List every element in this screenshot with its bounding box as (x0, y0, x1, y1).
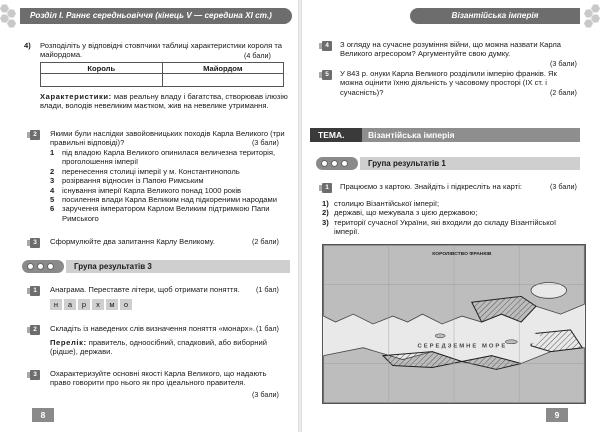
list-item (322, 218, 582, 237)
item-number: 6 (50, 204, 55, 214)
map-graphic (323, 245, 585, 403)
item-text: території сучасної України, які входили до складу Візантійської імперії. (334, 217, 557, 237)
characteristics-label: Характеристики: (40, 92, 112, 101)
item-text: розірвання відносин із Папою Римським (62, 176, 204, 186)
king-mayor-table (40, 62, 284, 87)
list-item (50, 195, 288, 204)
topic-banner (310, 128, 580, 142)
map-task-items (322, 199, 582, 237)
map-task-text: Працюємо з картою. Знайдіть і підкресліть на карті: (340, 182, 523, 191)
anagram-letters (50, 299, 132, 310)
king-cell[interactable] (41, 74, 163, 87)
task-4-points: (4 бали) (244, 51, 271, 60)
characteristics-list: мав реальну владу і багатства, створював ілюзію влади, володів невеликим маєтком, жив на невелике утримання. (40, 92, 288, 111)
item-text: перенесення столиці імперії у м. Константинополь (62, 166, 240, 176)
monarch-task-text: Складіть із наведених слів визначення поняття «монарх». (50, 324, 255, 333)
word-list-text: правитель, одноосібний, спадковий, або виборний (рідше), держави. (50, 338, 267, 357)
anagram-points: (1 бал) (256, 285, 279, 294)
question-badge: 3 (30, 238, 40, 248)
list-item (322, 208, 582, 217)
mayor-cell[interactable] (162, 74, 284, 87)
question-2-text: Якими були наслідки завойовницьких походів Карла Великого (три правильні відповіді)? (50, 129, 285, 148)
item-text: існування імперії Карла Великого понад 1000 років (62, 185, 242, 195)
item-text: під владою Карла Великого опинилася величезна територія, проголошення імперії (62, 148, 276, 167)
list-item (50, 204, 288, 223)
question-4-points: (3 бали) (550, 59, 577, 68)
right-page (302, 0, 600, 432)
list-item (50, 148, 288, 167)
item-number: 2 (50, 166, 55, 176)
question-5-text: У 843 р. онуки Карла Великого розділили імперію франків. Як можна оцінити їхню діяльність у часовому просторі (IX ст. і сучасність)? (340, 69, 557, 97)
question-5-points: (2 бали) (550, 88, 577, 97)
word-list (50, 338, 288, 357)
anagram-letter: р (78, 299, 90, 310)
question-badge: 2 (30, 130, 40, 140)
hexagon-decoration (578, 2, 600, 30)
map-label-franks: КОРОЛІВСТВО ФРАНКІВ (432, 251, 492, 257)
task-number: 4) (24, 41, 31, 50)
question-badge: 4 (322, 41, 332, 51)
item-number: 1 (50, 148, 55, 157)
anagram-letter: а (64, 299, 76, 310)
word-list-label: Перелік: (50, 338, 87, 347)
topic-title: Візантійська імперія (362, 128, 580, 142)
anagram-text: Анаграма. Переставте літери, щоб отримати поняття. (50, 285, 240, 294)
section-header: Розділ І. Раннє середньовіччя (кінець V — середина ХІ ст.) (20, 8, 292, 24)
question-3-points: (2 бали) (252, 237, 279, 246)
question-2-points: (3 бали) (252, 138, 279, 147)
item-number: 3) (322, 217, 329, 227)
task-4-text: Розподіліть у відповідні стовпчики таблиці характеристики короля та майордома. (40, 41, 282, 60)
group-dots (22, 260, 64, 273)
qualities-task-text: Охарактеризуйте основні якості Карла Великого, що надають право говорити про нього як про ідеального правителя. (50, 369, 267, 388)
question-4-text: З огляду на сучасне розуміння війни, що можна назвати Карла Великого агресором? Аргументуйте свою думку. (340, 40, 562, 59)
item-text: посилення влади Карла Великим над підкореними народами (62, 195, 277, 205)
question-badge: 1 (322, 183, 332, 193)
characteristics-text (40, 92, 288, 111)
group-title: Група результатів 1 (360, 157, 580, 170)
map-task-points: (3 бали) (550, 182, 577, 191)
king-column-header: Король (41, 63, 163, 74)
list-item (50, 167, 288, 176)
topic-label: ТЕМА. (310, 128, 362, 142)
item-number: 4 (50, 185, 55, 195)
question-badge: 3 (30, 370, 40, 380)
mayor-column-header: Майордом (162, 63, 284, 74)
group-dots (316, 157, 358, 170)
item-number: 3 (50, 176, 55, 186)
item-number: 2) (322, 208, 329, 218)
group-title: Група результатів 3 (66, 260, 290, 273)
list-item (50, 186, 288, 195)
results-group-1 (316, 157, 580, 170)
item-text: столицю Візантійської імперії; (334, 199, 440, 208)
list-item (50, 176, 288, 185)
qualities-task-points: (3 бали) (252, 390, 279, 399)
answer-options (50, 148, 288, 223)
results-group-3 (22, 260, 290, 273)
anagram-letter: х (92, 299, 104, 310)
anagram-letter: о (120, 299, 132, 310)
section-header: Візантійська імперія (410, 8, 580, 24)
item-text: заручення імператором Карлом Великим підтримкою Папи Римського (62, 204, 270, 223)
item-text: державі, що межувала з цією державою; (334, 208, 478, 218)
page-number: 9 (546, 408, 568, 422)
item-number: 1) (322, 199, 329, 208)
question-badge: 5 (322, 70, 332, 80)
question-badge: 1 (30, 286, 40, 296)
map-label-sea: СЕРЕДЗЕМНЕ МОРЕ (417, 343, 508, 350)
question-3-text: Сформулюйте два запитання Карлу Великому. (50, 237, 215, 246)
anagram-letter: н (50, 299, 62, 310)
item-number: 5 (50, 195, 55, 205)
list-item (322, 199, 582, 208)
monarch-task-points: (1 бал) (256, 324, 279, 333)
byzantine-map (322, 244, 586, 404)
page-number: 8 (32, 408, 54, 422)
left-page (0, 0, 298, 432)
hexagon-decoration (0, 2, 22, 30)
anagram-letter: м (106, 299, 118, 310)
question-badge: 2 (30, 325, 40, 335)
